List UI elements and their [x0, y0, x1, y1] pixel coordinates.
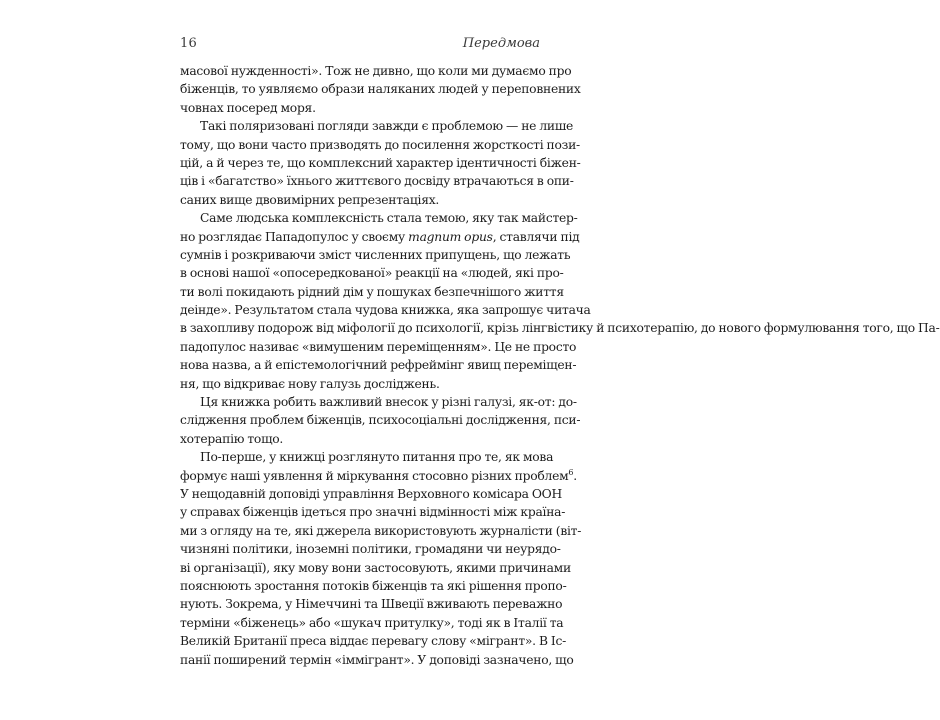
- text-line: біженців, то уявляємо образи наляканих людей у переповнених: [180, 82, 581, 97]
- text-line: У нещодавній доповіді управління Верховного комісара ООН: [180, 486, 562, 501]
- text-line-with-footnote: формує наші уявлення й міркування стосовно різних проблем$^6$.: [180, 467, 577, 483]
- text-line: пояснюють зростання потоків біженців та які рішення пропо-: [180, 578, 567, 593]
- text-line: ти волі покидають рідний дім у пошуках безпечнішого життя: [180, 284, 564, 299]
- text-line: ві організації), яку мову вони застосовують, якими причинами: [180, 560, 571, 575]
- text-line: панії поширений термін «іммігрант». У доповіді зазначено, що: [180, 652, 574, 667]
- italic-phrase: magnum opus: [408, 229, 493, 244]
- text-line: Такі поляризовані погляди завжди є проблемою — не лише: [200, 119, 574, 134]
- text-line: деінде». Результатом стала чудова книжка, яка запрошує читача: [180, 303, 591, 318]
- text-line: нують. Зокрема, у Німеччині та Швеції вживають переважно: [180, 597, 563, 612]
- text-line: сумнів і розкриваючи зміст численних припущень, що лежать: [180, 247, 571, 262]
- text-line: но розглядає Пападопулос у своєму magnum opus, ставлячи під: [180, 229, 580, 244]
- text-line: в захопливу подорож від міфології до психології, крізь лінгвістику й психотерапію, до нового формулювання того, що Па-: [180, 321, 940, 336]
- running-head: [180, 36, 540, 56]
- text-line: слідження проблем біженців, психосоціальні дослідження, пси-: [180, 413, 581, 428]
- text-line: у справах біженців ідеться про значні відмінності між країна-: [180, 505, 566, 520]
- text-line: нова назва, а й епістемологічний рефреймінг явищ переміщен-: [180, 358, 577, 373]
- text-line: терміни «біженець» або «шукач притулку», тоді як в Італії та: [180, 615, 564, 630]
- text-line: По-перше, у книжці розглянуто питання про те, як мова: [200, 450, 554, 465]
- text-line: човнах посеред моря.: [180, 100, 316, 115]
- body-text: [180, 62, 940, 669]
- text-line: тому, що вони часто призводять до посилення жорсткості пози-: [180, 137, 580, 152]
- page-number: 16: [180, 36, 197, 51]
- text-line: цій, а й через те, що комплексний характер ідентичності біжен-: [180, 155, 581, 170]
- text-line-content: формує наші уявлення й міркування стосовно різних проблем: [180, 468, 569, 483]
- text-line: Саме людська комплексність стала темою, яку так майстер-: [200, 211, 578, 226]
- text-line: хотерапію тощо.: [180, 431, 284, 446]
- text-line: ми з огляду на те, які джерела використовують журналісти (віт-: [180, 523, 582, 538]
- text-line: ня, що відкриває нову галузь досліджень.: [180, 376, 440, 391]
- text-line: масової нужденності». Тож не дивно, що коли ми думаємо про: [180, 64, 572, 78]
- text-line: саних вище двовимірних репрезентаціях.: [180, 192, 440, 207]
- text-line: падопулос називає «вимушеним переміщенням». Це не просто: [180, 339, 577, 354]
- section-title: Передмова: [462, 36, 540, 51]
- text-line: Ця книжка робить важливий внесок у різні галузі, як-от: до-: [200, 395, 577, 410]
- text-line: в основі нашої «опосередкованої» реакції на «людей, які про-: [180, 266, 564, 281]
- footnote-marker[interactable]: 6: [568, 467, 574, 477]
- text-line: Великій Британії преса віддає перевагу слову «мігрант». В Іс-: [180, 634, 567, 649]
- text-line: ців і «багатство» їхнього життєвого досвіду втрачаються в опи-: [180, 174, 574, 189]
- text-line: чизняні політики, іноземні політики, громадяни чи неурядо-: [180, 542, 561, 557]
